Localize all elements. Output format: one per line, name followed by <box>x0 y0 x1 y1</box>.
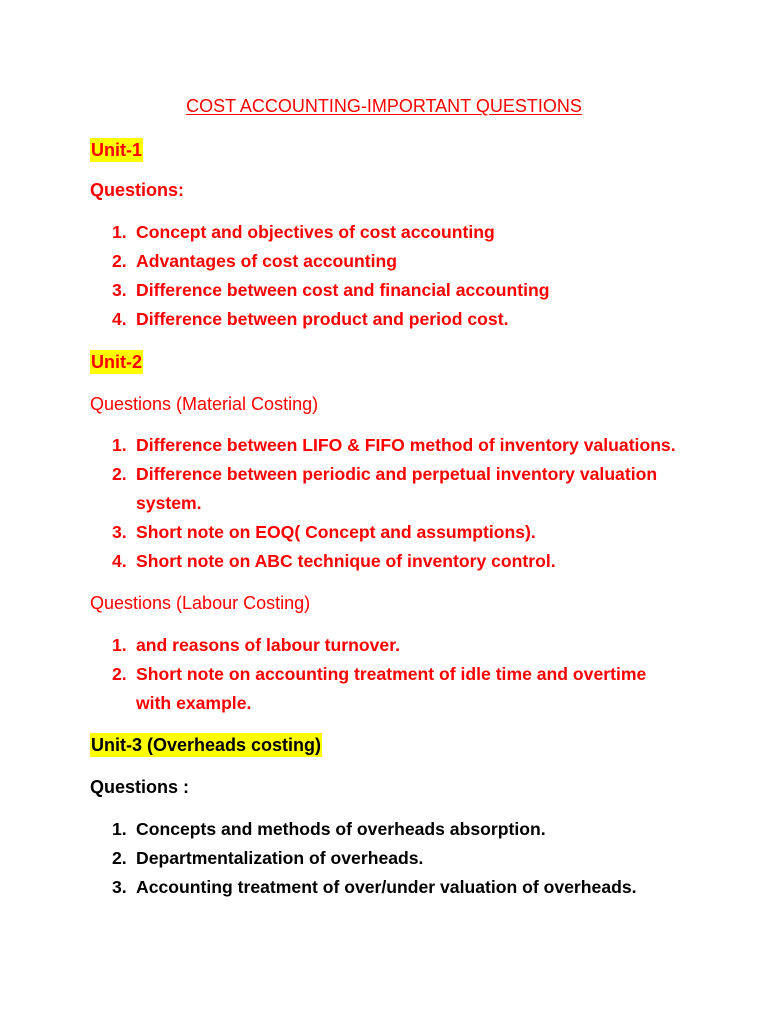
unit-1-questions-label: Questions: <box>90 180 185 200</box>
list-item: 3. Accounting treatment of over/under valuation of overheads. <box>112 877 637 897</box>
list-item: 4. Short note on ABC technique of inventory control. <box>112 551 556 571</box>
material-costing-question-list <box>112 431 676 576</box>
unit-2-heading: Unit-2 <box>91 352 142 372</box>
labour-costing-question-list <box>112 631 646 718</box>
list-item: 2. Short note on accounting treatment of idle time and overtime with example. <box>112 664 647 713</box>
unit-1-heading: Unit-1 <box>91 140 142 160</box>
list-item: 1. Concept and objectives of cost accounting <box>112 222 495 242</box>
list-item: 4. Difference between product and period cost. <box>112 309 509 329</box>
list-item: 2. Advantages of cost accounting <box>112 251 398 271</box>
list-item: 1. Concepts and methods of overheads absorption. <box>112 819 546 839</box>
page-title: COST ACCOUNTING-IMPORTANT QUESTIONS <box>186 96 582 116</box>
unit-3-questions-label: Questions : <box>90 777 190 797</box>
list-item: 2. Departmentalization of overheads. <box>112 848 424 868</box>
unit-1-question-list <box>112 218 550 334</box>
list-item: 1. and reasons of labour turnover. <box>112 635 400 655</box>
material-costing-label: Questions (Material Costing) <box>90 394 319 414</box>
list-item: 3. Difference between cost and financial accounting <box>112 280 550 300</box>
list-item: 3. Short note on EOQ( Concept and assumptions). <box>112 522 536 542</box>
unit-3-heading: Unit-3 (Overheads costing) <box>91 735 322 755</box>
labour-costing-label: Questions (Labour Costing) <box>90 593 311 613</box>
unit-3-question-list <box>112 815 637 902</box>
list-item: 1. Difference between LIFO & FIFO method of inventory valuations. <box>112 435 676 455</box>
list-item: 2. Difference between periodic and perpetual inventory valuation system. <box>112 464 658 513</box>
